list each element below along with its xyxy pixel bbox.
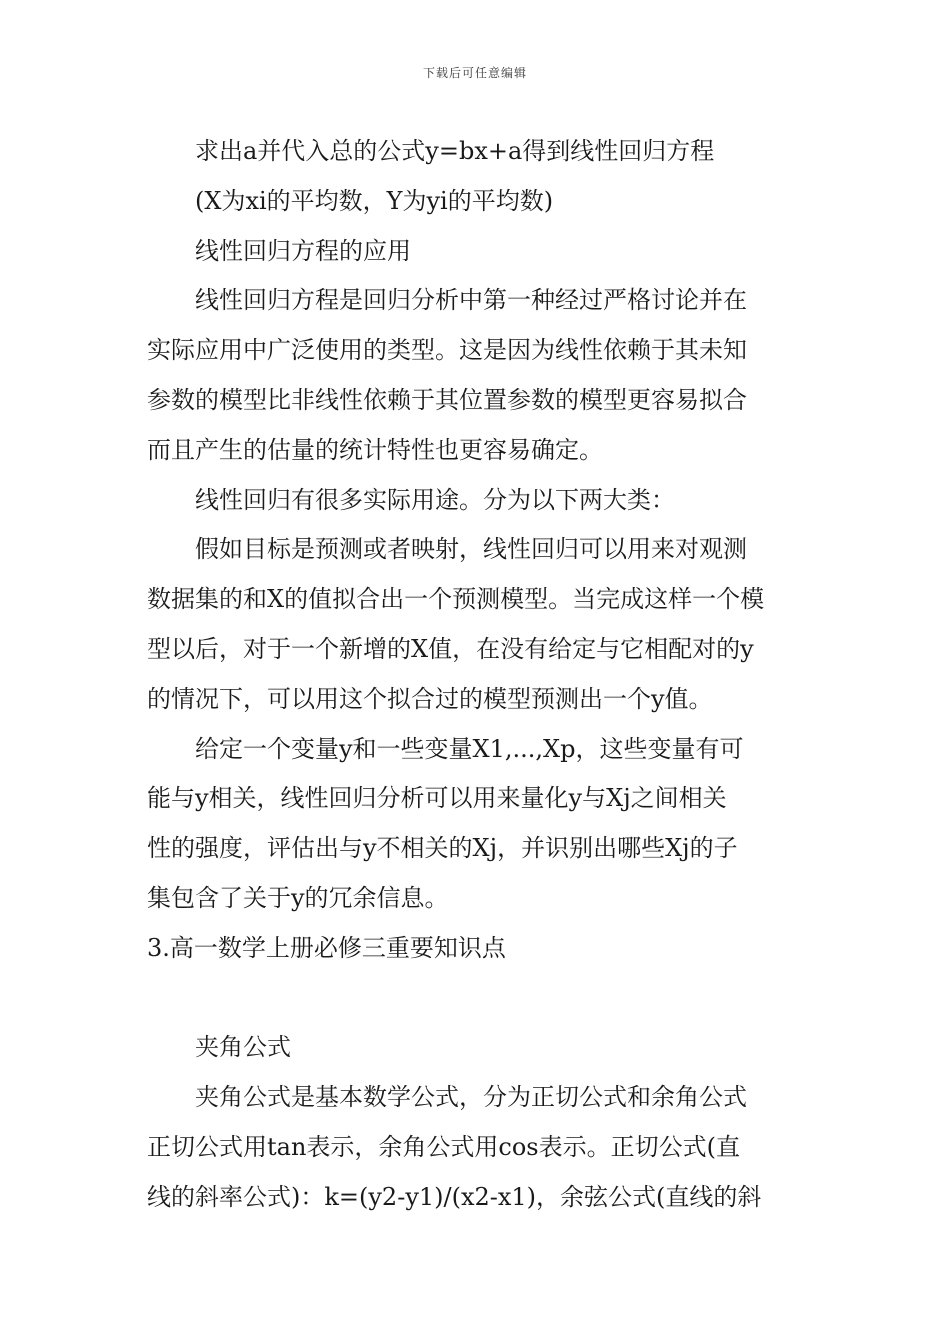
- text-line: (X为xi的平均数，Y为yi的平均数): [195, 186, 554, 215]
- text-line: 型以后，对于一个新增的X值，在没有给定与它相配对的y: [147, 634, 754, 663]
- numbered-heading: 3.高一数学上册必修三重要知识点: [147, 933, 506, 962]
- section-heading: 线性回归方程的应用: [195, 236, 411, 265]
- text-line: 线性回归方程是回归分析中第一种经过严格讨论并在: [195, 286, 747, 315]
- text-line: 参数的模型比非线性依赖于其位置参数的模型更容易拟合: [147, 385, 747, 414]
- text-line: 假如目标是预测或者映射，线性回归可以用来对观测: [195, 535, 747, 564]
- text-line: 夹角公式是基本数学公式，分为正切公式和余角公式: [195, 1083, 747, 1112]
- document-body: [147, 127, 807, 1223]
- text-line: 实际应用中广泛使用的类型。这是因为线性依赖于其未知: [147, 336, 747, 365]
- text-line: 数据集的和X的值拟合出一个预测模型。当完成这样一个模: [147, 585, 765, 614]
- text-line: 集包含了关于y的冗余信息。: [147, 883, 449, 912]
- text-line: 性的强度，评估出与y不相关的Xj，并识别出哪些Xj的子: [147, 834, 738, 863]
- blank-line: [147, 974, 807, 1024]
- text-line: 线的斜率公式)：k=(y2-y1)/(x2-x1)，余弦公式(直线的斜: [147, 1182, 762, 1211]
- text-line: 求出a并代入总的公式y=bx+a得到线性回归方程: [195, 137, 715, 165]
- page-header: 下载后可任意编辑: [422, 66, 527, 80]
- text-line: 的情况下，可以用这个拟合过的模型预测出一个y值。: [147, 684, 713, 713]
- section-heading: 夹角公式: [195, 1033, 291, 1062]
- text-line: 正切公式用tan表示，余角公式用cos表示。正切公式(直: [147, 1132, 740, 1161]
- text-line: 能与y相关，线性回归分析可以用来量化y与Xj之间相关: [147, 784, 727, 813]
- text-line: 而且产生的估量的统计特性也更容易确定。: [147, 435, 603, 464]
- text-line: 线性回归有很多实际用途。分为以下两大类：: [195, 485, 675, 514]
- text-line: 给定一个变量y和一些变量X1,...,Xp，这些变量有可: [195, 734, 744, 763]
